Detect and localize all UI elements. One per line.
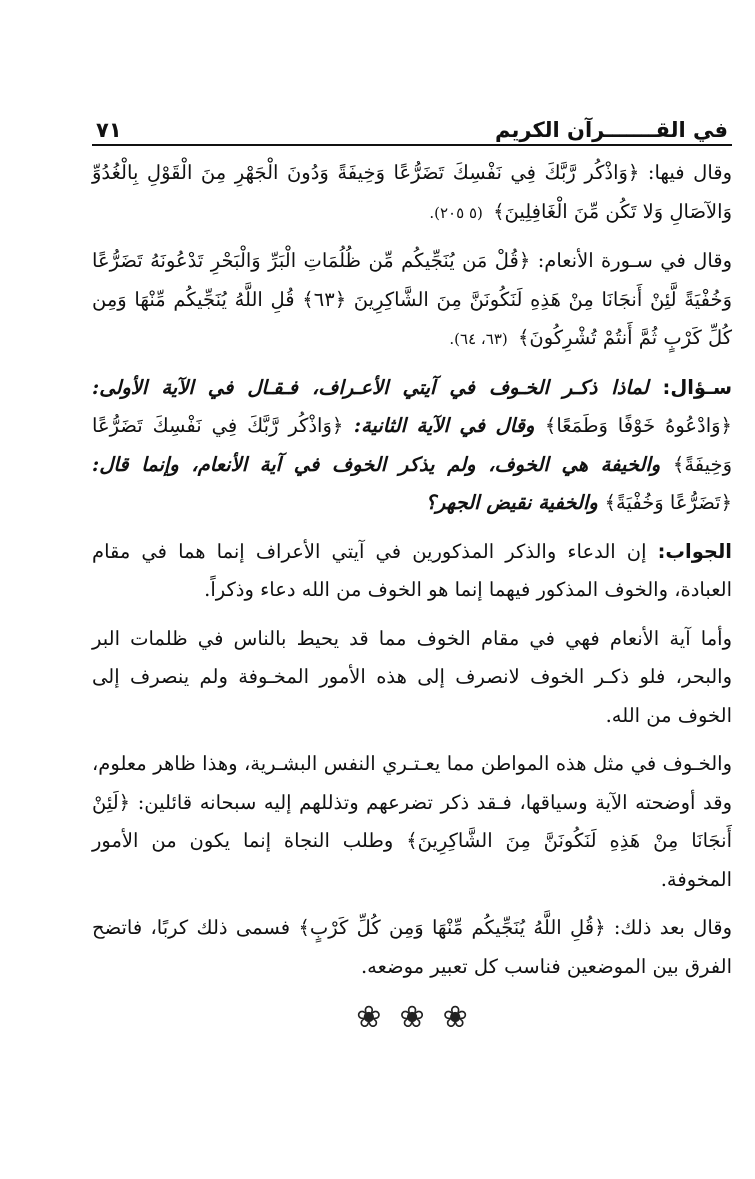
running-title: في القـــــــرآن الكريم <box>495 118 728 142</box>
question-text: والخيفة هي الخوف، ولم يذكر الخوف في آية الأنعام، وإنما قال: <box>92 452 661 476</box>
page-number: ٧١ <box>96 118 122 142</box>
question-paragraph <box>92 369 732 523</box>
paragraph-intro: وقال فيها: <box>647 161 732 184</box>
question-text: وقال في الآية الثانية: <box>353 414 535 437</box>
question-label: سـؤال: <box>662 375 732 399</box>
flower-ornament-icon: ❀ <box>399 1000 425 1035</box>
quran-verse: ﴿قُلِ اللَّهُ يُنَجِّيكُم مِّنْهَا وَمِن كُلِّ كَرْبٍ﴾ <box>298 916 606 939</box>
quran-verse: ﴿وَاذْكُر رَّبَّكَ فِي نَفْسِكَ تَضَرُّعًا وَخِيفَةً﴾ <box>92 414 732 476</box>
question-text: والخفية نقيض الجهر؟ <box>425 491 598 514</box>
verse-reference: (٦٣، ٦٤). <box>449 330 508 348</box>
quran-verse: ﴿لَئِنْ أَنجَانَا مِنْ هَذِهِ لَنَكُونَنَّ مِنَ الشَّاكِرِينَ﴾ <box>92 790 732 852</box>
quran-verse: ﴿تَضَرُّعًا وَخُفْيَةً﴾ <box>604 491 732 514</box>
paragraph-araf-verse <box>92 154 732 232</box>
answer-label: الجواب: <box>657 539 732 563</box>
paragraph-text: وقال بعد ذلك: <box>613 916 733 939</box>
flower-ornament-icon: ❀ <box>442 1000 468 1035</box>
answer-paragraph <box>92 533 732 610</box>
paragraph-anam-explanation: وأما آية الأنعام فهي في مقام الخوف مما قد يحيط بالناس في ظلمات البر والبحر، فلو ذكـر الخوف لانصرف إلى هذه الأمور المخـوفة ولم ينصرف إلى الخوف من الله. <box>92 626 732 727</box>
page-header <box>92 108 732 146</box>
quran-verse: ﴿وَاذْكُر رَّبَّكَ فِي نَفْسِكَ تَضَرُّعًا وَخِيفَةً وَدُونَ الْجَهْرِ مِنَ الْقَوْلِ بِالْغُدُوِّ وَالآصَالِ وَلا تَكُن مِّنَ الْغَافِلِينَ﴾ <box>92 161 732 223</box>
paragraph-intro: وقال في سـورة الأنعام: <box>537 249 733 272</box>
page-body <box>92 154 732 986</box>
paragraph-fear-explanation <box>92 745 732 899</box>
paragraph-text: وطلب النجاة إنما يكون من الأمور المخوفة. <box>92 829 732 891</box>
quran-verse: ﴿وَادْعُوهُ خَوْفًا وَطَمَعًا﴾ <box>544 414 732 437</box>
question-text: لماذا ذكـر الخـوف في آيتي الأعـراف، فـقـال في الآية الأولى: <box>92 375 649 399</box>
paragraph-anam-verse <box>92 242 732 359</box>
paragraph-conclusion <box>92 909 732 986</box>
paragraph-text: فسمى ذلك كربًا، فاتضح الفرق بين الموضعين فناسب كل تعبير موضعه. <box>92 916 732 978</box>
verse-reference: (٥ ٢٠٥). <box>429 203 483 222</box>
flower-ornament-icon: ❀ <box>356 1000 382 1035</box>
section-end-ornament <box>92 1000 732 1035</box>
book-page <box>92 108 732 1035</box>
answer-text: إن الدعاء والذكر المذكورين في آيتي الأعراف إنما هما في مقام العبادة، والخوف المذكور فيهما إنما هو الخوف من الله دعاء وذكراً. <box>92 539 732 601</box>
quran-verse: ﴿قُلْ مَن يُنَجِّيكُم مِّن ظُلُمَاتِ الْبَرِّ وَالْبَحْرِ تَدْعُونَهُ تَضَرُّعًا وَخُفْيَةً لَّئِنْ أَنجَانَا مِنْ هَذِهِ لَنَكُونَنَّ مِنَ الشَّاكِرِينَ ﴿٦٣﴾ قُلِ اللَّهُ يُنَجِّيكُم مِّنْهَا وَمِن كُلِّ كَرْبٍ ثُمَّ أَنتُمْ تُشْرِكُونَ﴾ <box>92 249 732 349</box>
paragraph-text: والخـوف في مثل هذه المواطن مما يعـتـري النفس البشـرية، وهذا ظاهر معلوم، وقد أوضحته الآية وسياقها، فـقد ذكر تضرعهم وتذللهم إليه سبحانه قائلين: <box>92 752 732 814</box>
